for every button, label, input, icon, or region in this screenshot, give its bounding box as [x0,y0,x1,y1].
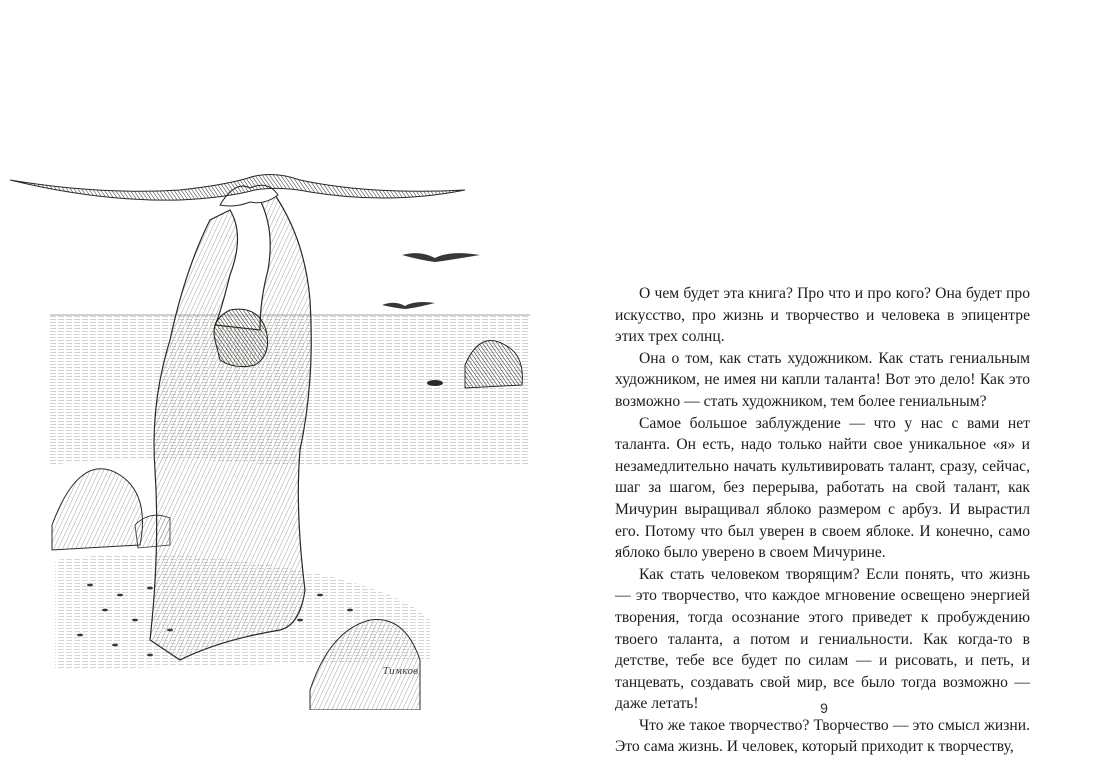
ink-illustration [10,150,530,710]
paragraph: О чем будет эта книга? Про что и про кого? Она будет про искусство, про жизнь и творчество и человека в эпицентре этих трех солнц. [615,285,1030,346]
paragraph: Она о том, как стать художником. Как стать гениальным художником, не имея ни капли таланта! Вот это дело! Как это возможно — стать художником, тем более гениальным? [615,349,1030,410]
paragraph: Что же такое творчество? Творчество — это смысл жизни. Это сама жизнь. И человек, который приходит к творчеству, [615,716,1030,756]
gull-small-1 [402,253,480,262]
man-figure [150,185,311,660]
gull-small-2 [382,302,435,309]
body-text [615,283,1030,758]
paragraph: Как стать человеком творящим? Если понять, что жизнь — это творчество, что каждое мгновение освещено энергией творения, тогда осознание этого приведет к пробуждению твоего таланта, а потом и гениальности. Как когда-то в детстве, тебе все будет по силам — и рисовать, и петь, и танцевать, создавать свой мир, все было тогда возможно — даже летать! [615,565,1030,713]
man-with-bird-drawing [10,150,530,710]
page-number: 9 [820,700,828,716]
artist-signature: Тимков [383,667,419,677]
paragraph: Самое большое заблуждение — что у нас с вами нет таланта. Он есть, надо только найти свое уникальное «я» и незамедлительно начать культивировать талант, сразу, сейчас, шаг за шагом, без перерыва, работать на свой талант, как Мичурин выращивал яблоко размером с арбуз. И вырастил его. Потому что был уверен в своем яблоке. И конечно, само яблоко было уверено в своем Мичурине. [615,414,1030,562]
